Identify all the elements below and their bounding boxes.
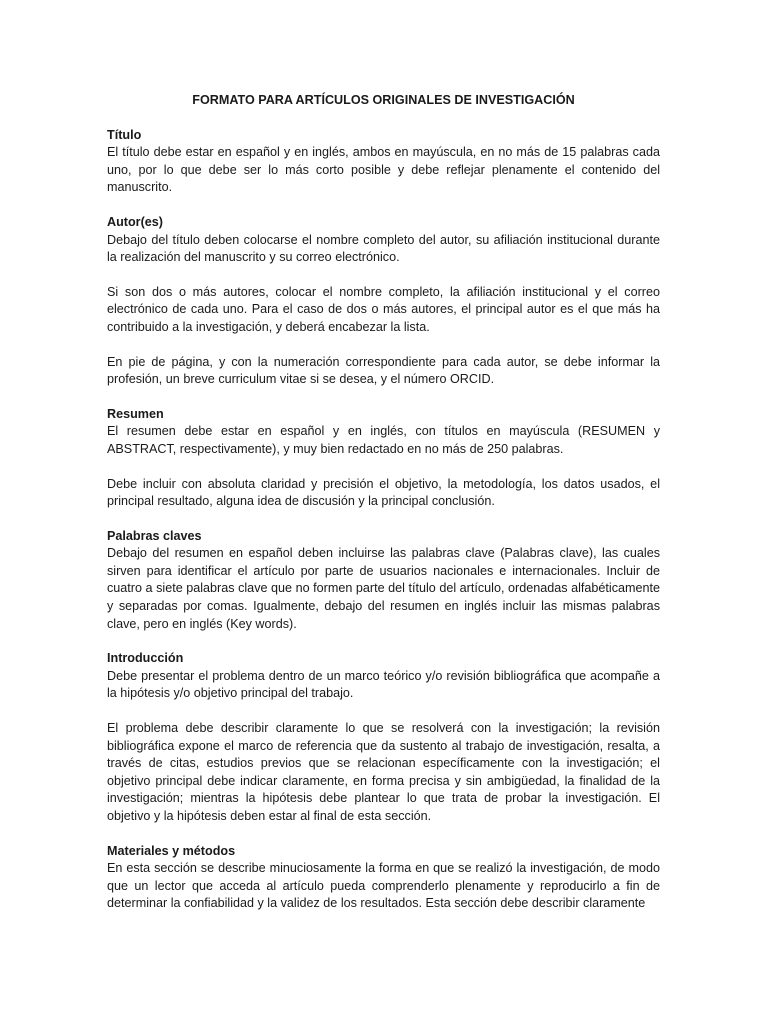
paragraph: En esta sección se describe minuciosamente la forma en que se realizó la investigación, de modo que un lector que acceda al artículo pueda comprenderlo plenamente y reproducirlo a fin de determinar la confiabilidad y la validez de los resultados. Esta sección debe describir claramente xyxy=(107,861,660,911)
section-autores xyxy=(107,214,660,389)
document-content xyxy=(107,92,660,930)
section-heading: Resumen xyxy=(107,406,164,421)
paragraph: El título debe estar en español y en inglés, ambos en mayúscula, en no más de 15 palabras cada uno, por lo que debe ser lo más corto posible y debe reflejar plenamente el contenido del manuscrito. xyxy=(107,145,660,195)
section-materiales-metodos xyxy=(107,843,660,913)
section-palabras-claves xyxy=(107,528,660,634)
paragraph: Debajo del título deben colocarse el nombre completo del autor, su afiliación institucional durante la realización del manuscrito y su correo electrónico. xyxy=(107,232,660,265)
section-heading: Introducción xyxy=(107,651,184,666)
paragraph: Debe presentar el problema dentro de un marco teórico y/o revisión bibliográfica que acompañe a la hipótesis y/o objetivo principal del trabajo. xyxy=(107,668,660,701)
paragraph: Debe incluir con absoluta claridad y precisión el objetivo, la metodología, los datos usados, el principal resultado, alguna idea de discusión y la principal conclusión. xyxy=(107,476,660,509)
paragraph: Debajo del resumen en español deben incluirse las palabras clave (Palabras clave), las cuales sirven para identificar el artículo por parte de usuarios nacionales e internacionales. Incluir de cuatro a siete palabras clave que no formen parte del título del artículo, ordenadas alfabéticamente y separadas por comas. Igualmente, debajo del resumen en inglés incluir las mismas palabras clave, pero en inglés (Key words). xyxy=(107,546,660,631)
paragraph: El resumen debe estar en español y en inglés, con títulos en mayúscula (RESUMEN y ABSTRACT, respectivamente), y muy bien redactado en no más de 250 palabras. xyxy=(107,424,660,456)
section-introduccion xyxy=(107,650,660,825)
paragraph: El problema debe describir claramente lo que se resolverá con la investigación; la revisión bibliográfica expone el marco de referencia que da sustento al trabajo de investigación, resalta, a través de citas, estudios previos que se relacionan específicamente con la investigación; el objetivo principal debe indicar claramente, en forma precisa y sin ambigüedad, la finalidad de la investigación; mientras la hipótesis debe plantear lo que trata de probar la investigación. El objetivo y la hipótesis deben estar al final de esta sección. xyxy=(107,721,660,823)
paragraph: Si son dos o más autores, colocar el nombre completo, la afiliación institucional y el correo electrónico de cada uno. Para el caso de dos o más autores, el principal autor es el que más ha contribuido a la investigación, y deberá encabezar la lista. xyxy=(107,284,660,334)
section-titulo xyxy=(107,127,660,197)
section-heading: Título xyxy=(107,127,142,142)
section-resumen xyxy=(107,406,660,511)
paragraph: En pie de página, y con la numeración correspondiente para cada autor, se debe informar la profesión, un breve curriculum vitae si se desea, y el número ORCID. xyxy=(107,354,660,387)
section-heading: Autor(es) xyxy=(107,214,163,229)
section-heading: Materiales y métodos xyxy=(107,843,236,858)
document-title: FORMATO PARA ARTÍCULOS ORIGINALES DE INVESTIGACIÓN xyxy=(192,93,575,107)
section-heading: Palabras claves xyxy=(107,528,202,543)
